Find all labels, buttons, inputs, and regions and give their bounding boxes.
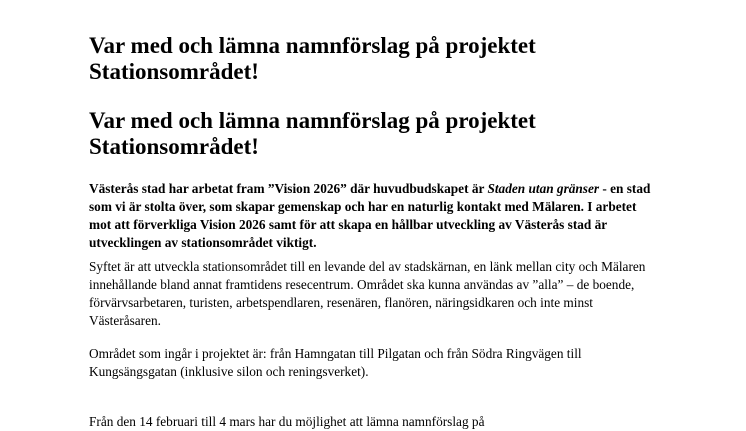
page-title-repeat: Var med och lämna namnförslag på projektet Stationsområdet! (89, 108, 536, 159)
paragraph-area: Området som ingår i projektet är: från Hamngatan till Pilgatan och från Södra Ringvägen till Kungsängsgatan (inklusive silon och reningsverket). (89, 346, 582, 379)
lead-text-end: - en stad som vi är stolta över, som skapar gemenskap och har en naturlig kontakt med Mälaren. I arbetet mot att förverkliga Vision 2026 samt för att skapa en hållbar utveckling av Västerås stad är utvecklingen av stationsområdet viktigt. (89, 181, 651, 250)
lead-paragraph (89, 180, 654, 252)
lead-text-italic: Staden utan gränser (487, 181, 600, 196)
page-title: Var med och lämna namnförslag på projektet Stationsområdet! (89, 33, 536, 84)
paragraph-submission: Från den 14 februari till 4 mars har du möjlighet att lämna namnförslag på (89, 414, 485, 429)
paragraph-purpose: Syftet är att utveckla stationsområdet till en levande del av stadskärnan, en länk mellan city och Mälaren innehållande bland annat framtidens resecentrum. Området ska kunna användas av ”alla” – de boende, förvärvsarbetaren, turisten, arbetspendlaren, resenären, flanören, näringsidkaren och inte minst Västeråsaren. (89, 259, 646, 328)
lead-text-start: Västerås stad har arbetat fram ”Vision 2026” där huvudbudskapet är (89, 181, 488, 196)
